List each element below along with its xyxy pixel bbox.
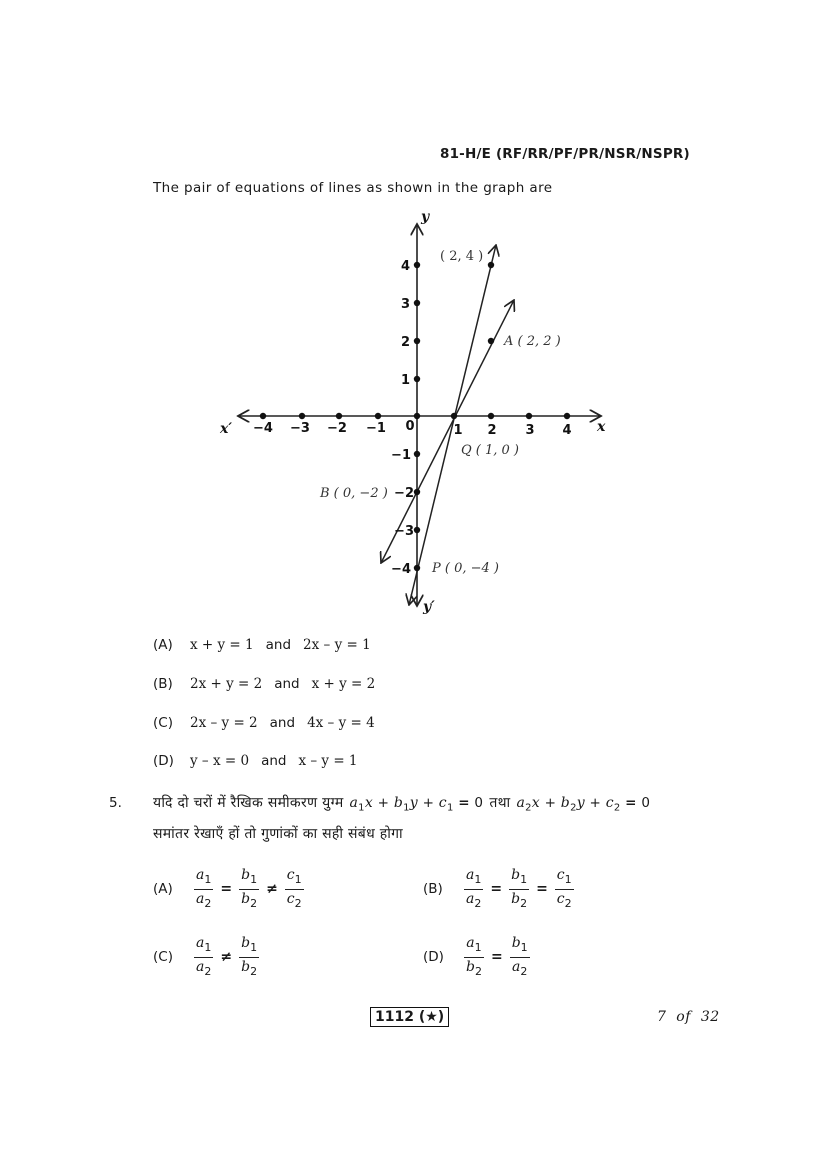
option-rhs: 4x – y = 4 (307, 715, 375, 731)
q5-option-a[interactable] (153, 866, 307, 913)
option-rhs: 2x – y = 1 (303, 637, 371, 653)
q5-option-c[interactable] (153, 934, 262, 981)
option-label: (C) (153, 715, 173, 731)
not-equals-sign: ≠ (266, 881, 278, 898)
y-tick: 1 (400, 373, 410, 388)
y-tick: −3 (394, 524, 414, 539)
paper-code: 81-H/E (RF/RR/PF/PR/NSR/NSPR) (440, 146, 690, 162)
point-label-a: A ( 2, 2 ) (504, 334, 561, 349)
option-label: (A) (153, 637, 173, 653)
option-rhs: x – y = 1 (298, 753, 358, 769)
option-lhs: 2x + y = 2 (190, 676, 263, 692)
fraction-a1-a2: $\frac{a_1}{a_2}$ (196, 867, 212, 910)
y-tick: 3 (400, 297, 410, 312)
q4-option-d[interactable] (153, 753, 358, 769)
q5-text-mid: तथा (489, 795, 511, 811)
fraction-a1-a2: $\frac{a_1}{a_2}$ (466, 867, 482, 910)
origin-label: 0 (405, 419, 415, 434)
page-number: 7 of 32 (657, 1009, 720, 1025)
q5-text-prefix: यदि दो चरों में रैखिक समीकरण युग्म (153, 795, 344, 811)
option-label: (B) (153, 676, 173, 692)
fraction-c1-c2: $\frac{c_1}{c_2}$ (556, 867, 572, 910)
x-tick: 3 (525, 423, 535, 438)
not-equals-sign: ≠ (220, 949, 233, 966)
x-tick: −1 (366, 421, 386, 436)
option-conj: and (265, 637, 292, 653)
option-conj: and (269, 715, 296, 731)
q4-option-b[interactable] (153, 676, 375, 692)
point-label-2-4: ( 2, 4 ) (440, 249, 484, 264)
q4-option-c[interactable] (153, 715, 375, 731)
x-axis-label: x (597, 419, 606, 435)
point-label-p: P ( 0, −4 ) (432, 561, 499, 576)
option-label: (C) (153, 949, 173, 966)
option-label: (B) (423, 881, 443, 898)
option-conj: and (274, 676, 300, 692)
option-rhs: x + y = 2 (311, 676, 376, 692)
y-tick: −1 (391, 448, 411, 463)
question-4-text: The pair of equations of lines as shown in the graph are (153, 180, 553, 196)
option-lhs: y – x = 0 (190, 753, 250, 769)
x-tick: −4 (253, 421, 273, 436)
question-5-line-2: समांतर रेखाएँ हों तो गुणांकों का सही संबंध होगा (153, 826, 403, 842)
question-5-line-1 (153, 793, 650, 814)
fraction-b1-b2: $\frac{b_1}{b_2}$ (511, 867, 528, 910)
fraction-a1-b2: $\frac{a_1}{b_2}$ (466, 935, 482, 978)
q5-equation-2: $a_2x + b_2y + c_2 = 0$ (516, 795, 651, 814)
equals-sign: = (490, 881, 503, 898)
x-tick: 4 (562, 423, 572, 438)
equals-sign: = (536, 881, 548, 898)
fraction-b1-b2: $\frac{b_1}{b_2}$ (241, 867, 258, 910)
fraction-b1-a2: $\frac{b_1}{a_2}$ (511, 935, 528, 978)
option-lhs: 2x – y = 2 (190, 715, 258, 731)
option-conj: and (261, 753, 287, 769)
q5-option-b[interactable] (423, 866, 577, 913)
option-label: (D) (423, 949, 444, 966)
x-tick: −2 (327, 421, 347, 436)
point-label-q: Q ( 1, 0 ) (461, 443, 520, 458)
y-axis-label: y (421, 209, 430, 225)
equals-sign: = (220, 881, 233, 898)
option-label: (A) (153, 881, 173, 898)
y-tick: 4 (400, 259, 410, 274)
fraction-b1-b2: $\frac{b_1}{b_2}$ (241, 935, 258, 978)
q4-option-a[interactable] (153, 637, 371, 653)
x-neg-axis-label: x′ (220, 421, 233, 437)
option-label: (D) (153, 753, 174, 769)
fraction-c1-c2: $\frac{c_1}{c_2}$ (286, 867, 302, 910)
option-lhs: x + y = 1 (190, 637, 254, 653)
x-tick: 1 (453, 423, 463, 438)
q5-equation-1: $a_1x + b_1y + c_1 = 0$ (349, 795, 484, 814)
y-neg-axis-label: y′ (423, 599, 435, 615)
y-tick: −4 (391, 562, 411, 577)
equals-sign: = (490, 949, 503, 966)
fraction-a1-a2: $\frac{a_1}{a_2}$ (196, 935, 212, 978)
q5-option-d[interactable] (423, 934, 533, 981)
paper-code-box: 1112 (★) (370, 1007, 449, 1027)
y-tick: 2 (400, 335, 410, 350)
x-tick: −3 (290, 421, 310, 436)
x-tick: 2 (487, 423, 497, 438)
question-5-number: 5. (109, 795, 122, 811)
y-tick: −2 (394, 486, 414, 501)
point-label-b: B ( 0, −2 ) (320, 486, 388, 501)
